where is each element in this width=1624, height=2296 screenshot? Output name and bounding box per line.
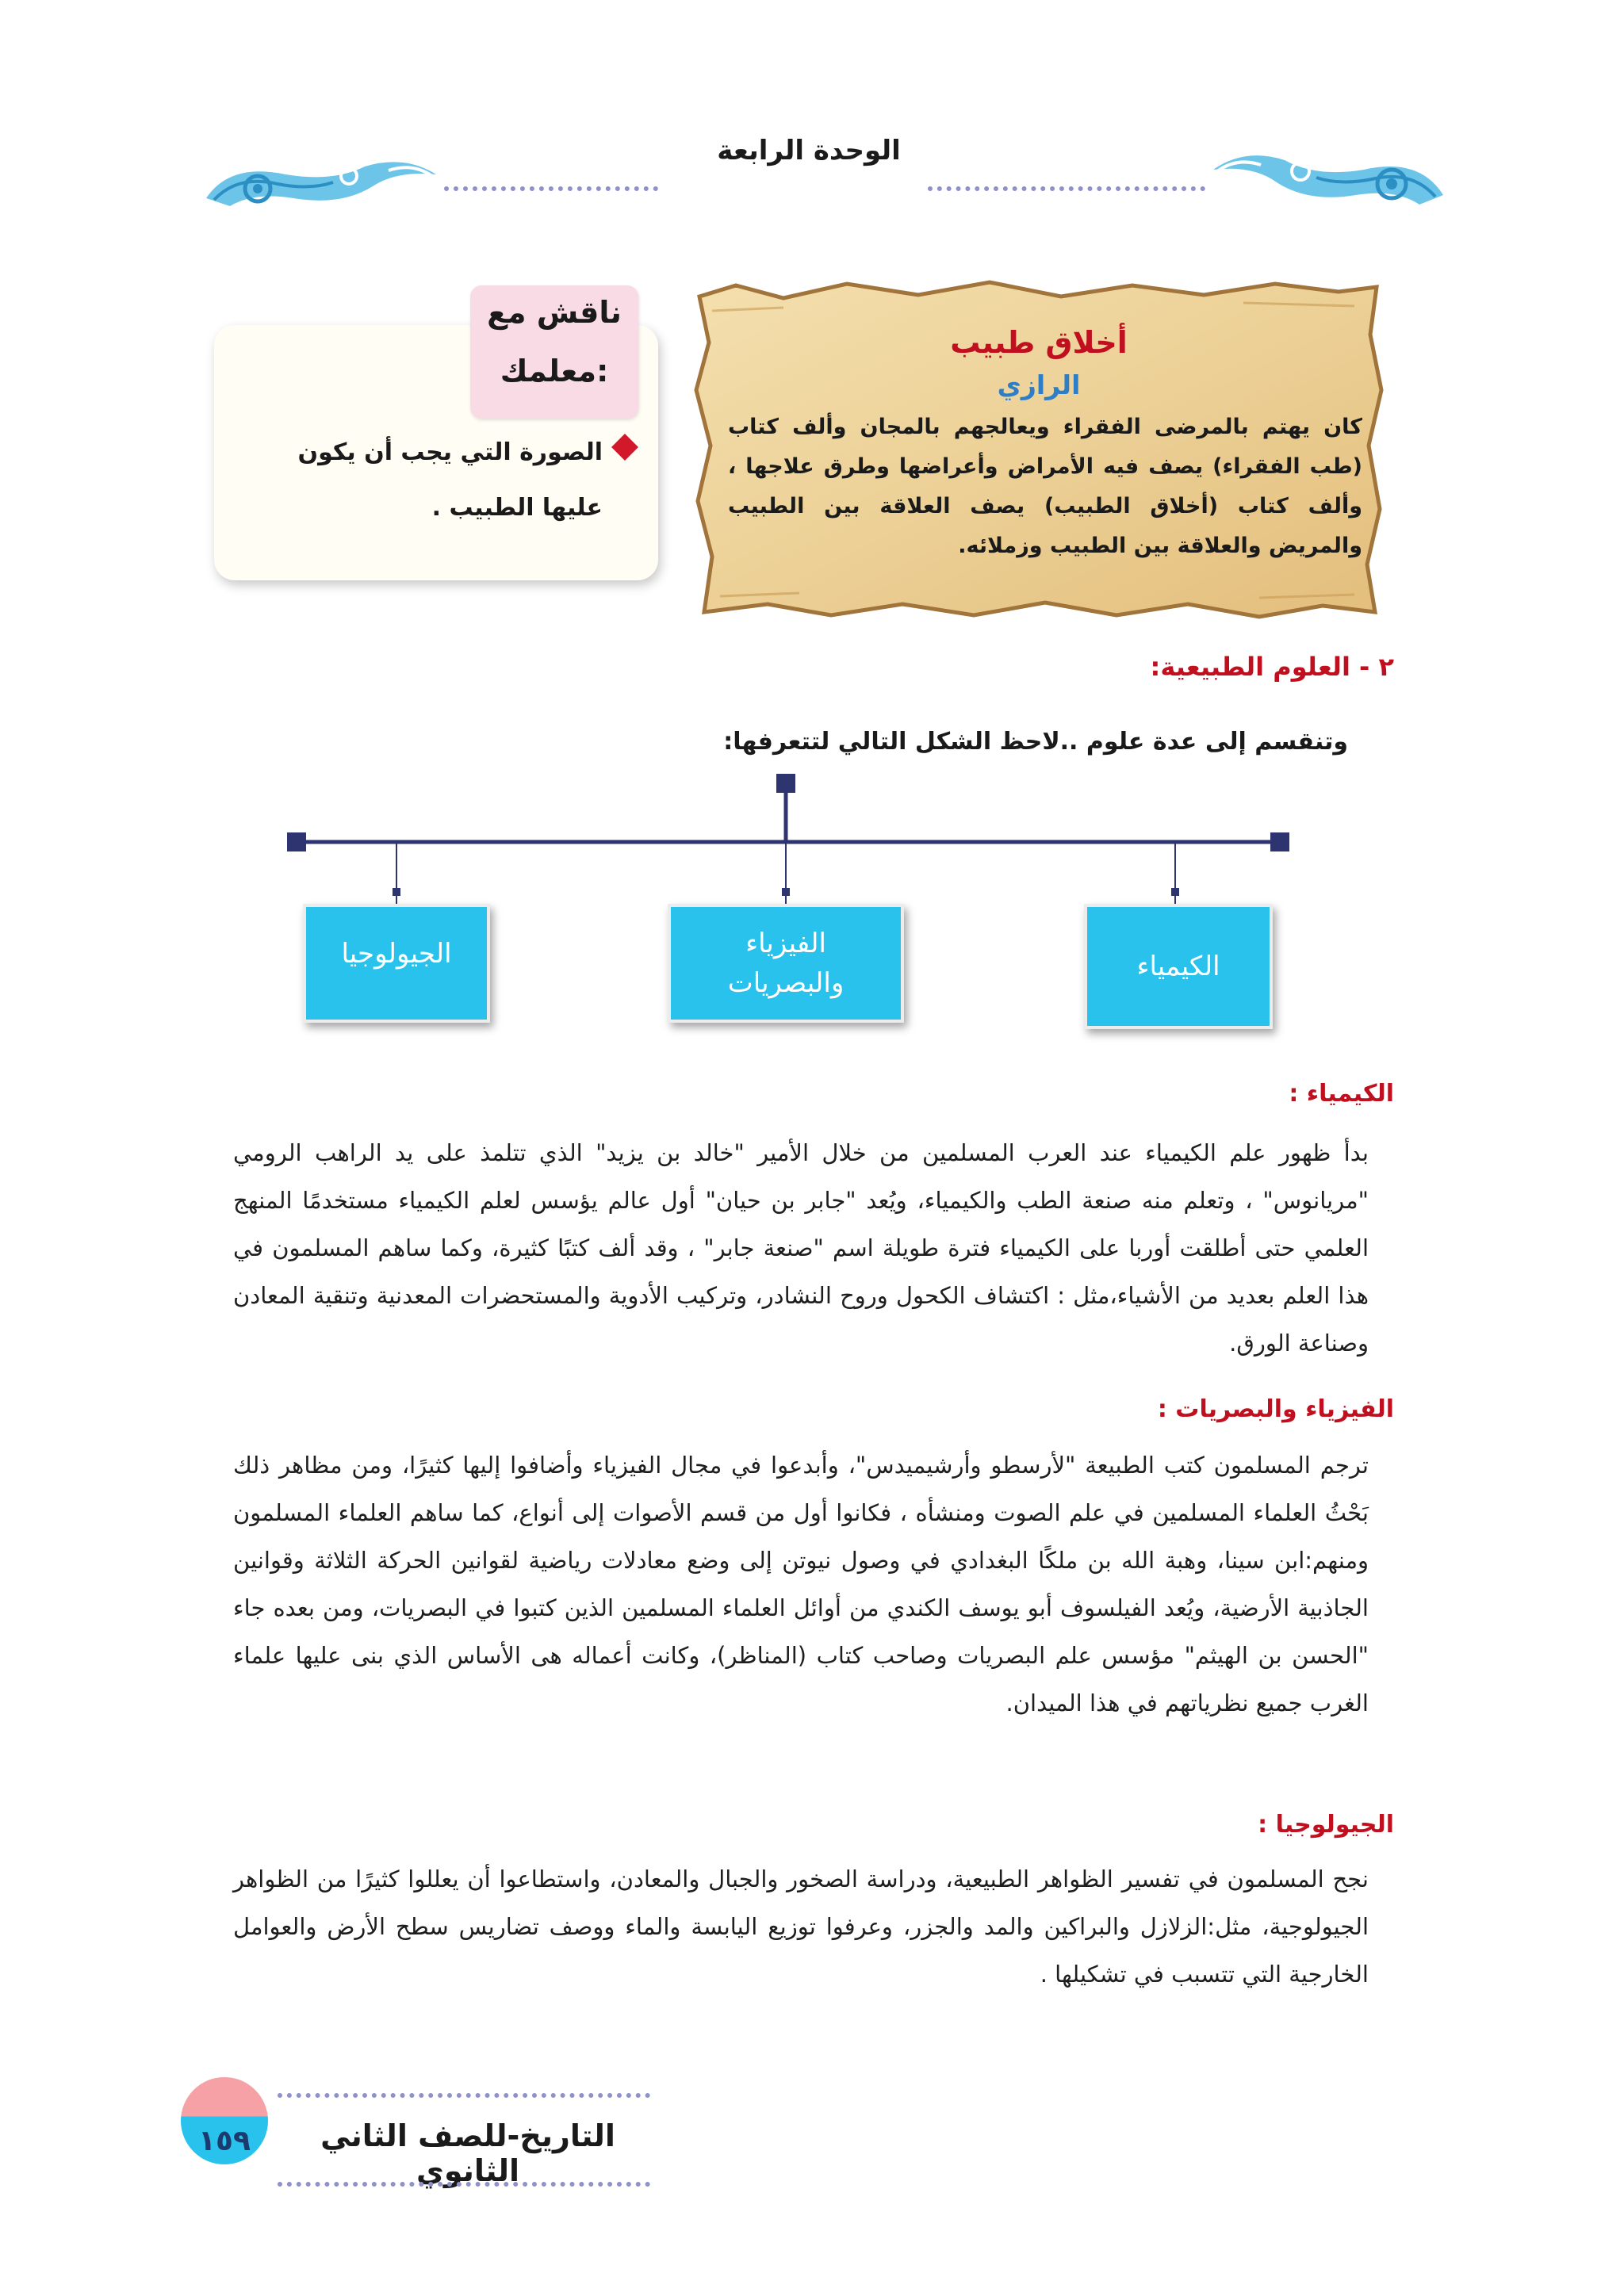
node-geology: الجيولوجيا (303, 904, 490, 1023)
connector-top-square (776, 774, 795, 793)
chemistry-paragraph: بدأ ظهور علم الكيمياء عند العرب المسلمين من خلال الأمير "خالد بن يزيد" الذي تتلمذ على يد الراهب الرومي "مريانوس" ، وتعلم منه صنعة الطب والكيمياء، ويُعد "جابر بن حيان" أول عالم يؤسس لعلم الكيمياء مستخدمًا المنهج العلمي حتى أطلقت أوربا على الكيمياء فترة طويلة اسم "صنعة جابر" ، وقد ألف كتبًا كثيرة، وكما ساهم المسلمون في هذا العلم بعديد من الأشياء،مثل : اكتشاف الكحول وروح النشادر، وتركيب الأدوية والمستحضرات المعدنية وتنقية المعادن وصناعة الورق. (233, 1139, 1369, 1357)
geology-paragraph: نجح المسلمون في تفسير الظواهر الطبيعية، ودراسة الصخور والجبال والمعادن، واستطاعوا أن يعللوا كثيرًا من الظواهر الجيولوجية، مثل:الزلازل والبراكين والمد والجزر، وعرفوا توزيع اليابسة والماء ووصف تضاريس سطح الأرض والعوامل الخارجية التي تتسبب في تشكيلها . (233, 1866, 1369, 1988)
node-physics-optics: الفيزياء والبصريات (668, 904, 904, 1023)
scroll-subtitle: الرازي (997, 369, 1081, 400)
header-dotted-line-left (444, 186, 658, 191)
chemistry-heading: الكيمياء : (1289, 1080, 1394, 1108)
scroll-text: كان يهتم بالمرضى الفقراء ويعالجهم بالمجان وألف كتاب (طب الفقراء) يصف فيه الأمراض وأعراضها وطرق علاجها ، وألف كتاب (أخلاق الطبيب) يصف العلاقة بين الطبيب والمريض والعلاقة بين الطبيب وزملائه. (728, 415, 1362, 558)
discuss-text: الصورة التي يجب أن يكون عليها الطبيب . (297, 438, 603, 522)
page-number: ١٥٩ (198, 2125, 251, 2157)
header-dotted-line-right (928, 186, 1205, 191)
connector-left-square (287, 832, 306, 851)
footer-dotted-line-bottom (278, 2182, 650, 2187)
footer-dotted-line-top (278, 2093, 650, 2098)
sciences-diagram (270, 769, 1300, 1054)
scroll-title: أخلاق طبيب (950, 325, 1128, 360)
unit-title: الوحدة الرابعة (717, 135, 901, 166)
node-chemistry: الكيمياء (1084, 904, 1273, 1029)
header-ornament-right (1205, 143, 1451, 222)
physics-heading: الفيزياء والبصريات : (1157, 1395, 1394, 1423)
header-ornament-left (198, 151, 444, 222)
section-heading: ٢ - العلوم الطبيعية: (1150, 652, 1394, 682)
discuss-title-line2: معلمك: (500, 354, 609, 388)
connector-right-square (1270, 832, 1289, 851)
geology-heading: الجيولوجيا : (1258, 1811, 1394, 1839)
section-intro: وتنقسم إلى عدة علوم ..لاحظ الشكل التالي لتتعرفها: (723, 728, 1348, 756)
discuss-title-line1: ناقش مع (487, 295, 622, 330)
footer-book-title: التاريخ-للصف الثاني الثانوي (320, 2118, 615, 2188)
physics-paragraph: ترجم المسلمون كتب الطبيعة "لأرسطو وأرشيميدس"، وأبدعوا في مجال الفيزياء وأضافوا إليها كثيرًا، ومن مظاهر ذلك بَحْثُ العلماء المسلمين في علم الصوت ومنشأه ، فكانوا أول من قسم الأصوات إلى أنواع، كما ساهم العلماء المسلمون ومنهم:ابن سينا، وهبة الله بن ملكًا البغدادي في وصول نيوتن إلى وضع معادلات رياضية لقوانين الحركة الثلاثة وقوانين الجاذبية الأرضية، ويُعد الفيلسوف أبو يوسف الكندي من أوائل العلماء المسلمين الذين كتبوا في البصريات، ومن بعده جاء "الحسن بن الهيثم" مؤسس علم البصريات وصاحب كتاب (المناظر)، وكانت أعماله هى الأساس الذي بنى عليها علماء الغرب جميع نظرياتهم في هذا الميدان. (233, 1452, 1369, 1716)
